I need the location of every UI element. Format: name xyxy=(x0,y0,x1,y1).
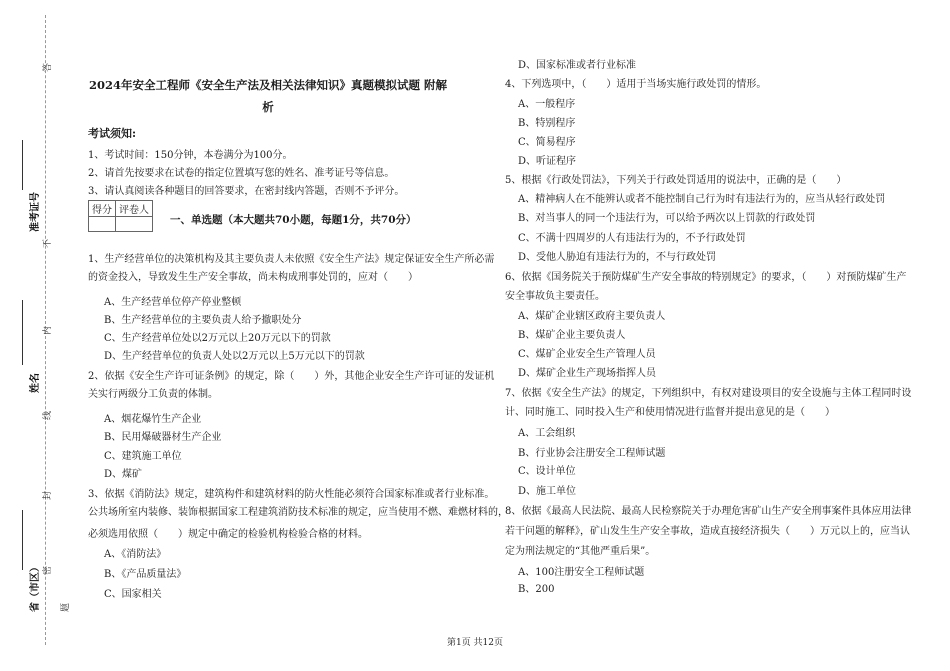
answer-option: B、对当事人的同一个违法行为，可以给予两次以上罚款的行政处罚 xyxy=(518,213,816,224)
seal-mark-xian: 线 xyxy=(43,410,53,420)
question-text: 若干问题的解释》，矿山发生生产安全事故，造成直接经济损失（ ）万元以上的，应当认 xyxy=(505,526,910,537)
note-item: 1、考试时间：150分钟，本卷满分为100分。 xyxy=(88,150,293,161)
question-text: 的资金投入，导致发生生产安全事故，尚未构成刑事处罚的，应对（ ） xyxy=(88,272,418,283)
notes-heading: 考试须知: xyxy=(88,127,137,140)
title-line-2: 析 xyxy=(262,100,274,114)
question-text: 4、下列选项中，（ ）适用于当场实施行政处罚的情形。 xyxy=(505,79,767,90)
question-text: 计、同时施工、同时投入生产和使用情况进行监督并提出意见的是（ ） xyxy=(505,407,835,418)
answer-option: B、民用爆破器材生产企业 xyxy=(104,432,222,443)
answer-option: A、生产经营单位停产停业整顿 xyxy=(104,297,242,308)
question-text: 6、依据《国务院关于预防煤矿生产安全事故的特别规定》的要求，（ ）对预防煤矿生产 xyxy=(505,272,907,283)
answer-option: B、煤矿企业主要负责人 xyxy=(518,330,626,341)
title-line-1: 2024年安全工程师《安全生产法及相关法律知识》真题模拟试题 附解 xyxy=(88,78,447,92)
grader-input-cell[interactable] xyxy=(116,217,153,232)
answer-option: D、国家标准或者行业标准 xyxy=(518,60,637,71)
answer-option: B、行业协会注册安全工程师试题 xyxy=(518,448,666,459)
exam-number-field[interactable] xyxy=(22,140,23,190)
binding-margin xyxy=(0,0,71,671)
region-label: 省（市区） xyxy=(30,562,41,612)
answer-option: B、特别程序 xyxy=(518,118,576,129)
score-input-cell[interactable] xyxy=(89,217,116,232)
answer-option: C、国家相关 xyxy=(104,589,162,600)
document-title xyxy=(88,74,448,118)
note-item: 3、请认真阅读各种题目的回答要求，在密封线内答题，否则不予评分。 xyxy=(88,186,405,197)
question-text: 关实行两级分工负责的体制。 xyxy=(88,389,218,400)
seal-mark-feng: 封 xyxy=(43,490,53,500)
answer-option: A、工会组织 xyxy=(518,428,576,439)
question-text: 定为刑法规定的“其他严重后果”。 xyxy=(505,546,656,557)
answer-option: D、受他人胁迫有违法行为的，不与行政处罚 xyxy=(518,252,717,263)
answer-option: B、200 xyxy=(518,584,555,595)
name-label: 姓名 xyxy=(30,373,41,393)
answer-option: D、听证程序 xyxy=(518,156,577,167)
question-text: 8、依据《最高人民法院、最高人民检察院关于办理危害矿山生产安全刑事案件具体应用法律 xyxy=(505,506,912,517)
answer-option: D、煤矿企业生产现场指挥人员 xyxy=(518,368,657,379)
answer-option: A、《消防法》 xyxy=(104,549,167,560)
section-heading: 一、单选题（本大题共70小题，每题1分，共70分） xyxy=(170,214,417,226)
question-text: 2、依据《安全生产许可证条例》的规定，除（ ）外，其他企业安全生产许可证的发证机 xyxy=(88,371,495,382)
answer-option: A、煤矿企业辖区政府主要负责人 xyxy=(518,311,666,322)
answer-option: D、施工单位 xyxy=(518,486,577,497)
score-cell: 得分 xyxy=(89,201,116,217)
answer-option: A、精神病人在不能辨认或者不能控制自己行为时有违法行为的，应当从轻行政处罚 xyxy=(518,194,886,205)
exam-number-label: 准考证号 xyxy=(30,192,41,232)
note-item: 2、请首先按要求在试卷的指定位置填写您的姓名、准考证号等信息。 xyxy=(88,168,395,179)
answer-option: D、生产经营单位的负责人处以2万元以上5万元以下的罚款 xyxy=(104,351,365,362)
page-footer: 第1页 共12页 xyxy=(446,638,504,648)
answer-option: D、煤矿 xyxy=(104,469,143,480)
question-text: 7、依据《安全生产法》的规定，下列组织中，有权对建设项目的安全设施与主体工程同时设 xyxy=(505,388,912,399)
answer-option: C、生产经营单位处以2万元以上20万元以下的罚款 xyxy=(104,333,331,344)
answer-option: A、一般程序 xyxy=(518,99,576,110)
seal-mark-bu: 不 xyxy=(43,238,53,248)
seal-mark-mi: 密 xyxy=(43,565,53,575)
name-field[interactable] xyxy=(22,300,23,365)
seal-mark-da: 答 xyxy=(43,62,53,72)
answer-option: C、设计单位 xyxy=(518,466,576,477)
answer-option: C、不满十四周岁的人有违法行为的，不予行政处罚 xyxy=(518,233,746,244)
question-text: 1、生产经营单位的决策机构及其主要负责人未依照《安全生产法》规定保证安全生产所必需 xyxy=(88,254,495,265)
answer-option: C、建筑施工单位 xyxy=(104,451,182,462)
score-table xyxy=(88,200,153,232)
answer-option: A、烟花爆竹生产企业 xyxy=(104,414,202,425)
question-text: 必须选用依照（ ）规定中确定的检验机构检验合格的材料。 xyxy=(88,529,368,540)
region-field[interactable] xyxy=(22,510,23,570)
answer-option: B、生产经营单位的主要负责人给予撤职处分 xyxy=(104,315,302,326)
answer-option: C、煤矿企业安全生产管理人员 xyxy=(518,349,656,360)
seal-mark-nei: 内 xyxy=(43,325,53,335)
seal-mark-ti: 题 xyxy=(61,602,71,612)
answer-option: C、简易程序 xyxy=(518,137,576,148)
question-text: 安全事故负主要责任。 xyxy=(505,291,605,302)
question-text: 3、依据《消防法》规定，建筑构件和建筑材料的防火性能必须符合国家标准或者行业标准。 xyxy=(88,489,495,500)
grader-cell: 评卷人 xyxy=(116,201,153,217)
answer-option: A、100注册安全工程师试题 xyxy=(518,567,645,578)
question-text: 公共场所室内装修、装饰根据国家工程建筑消防技术标准的规定，应当使用不燃、难燃材料的， xyxy=(88,507,508,518)
answer-option: B、《产品质量法》 xyxy=(104,569,187,580)
question-text: 5、根据《行政处罚法》，下列关于行政处罚适用的说法中，正确的是（ ） xyxy=(505,175,847,186)
